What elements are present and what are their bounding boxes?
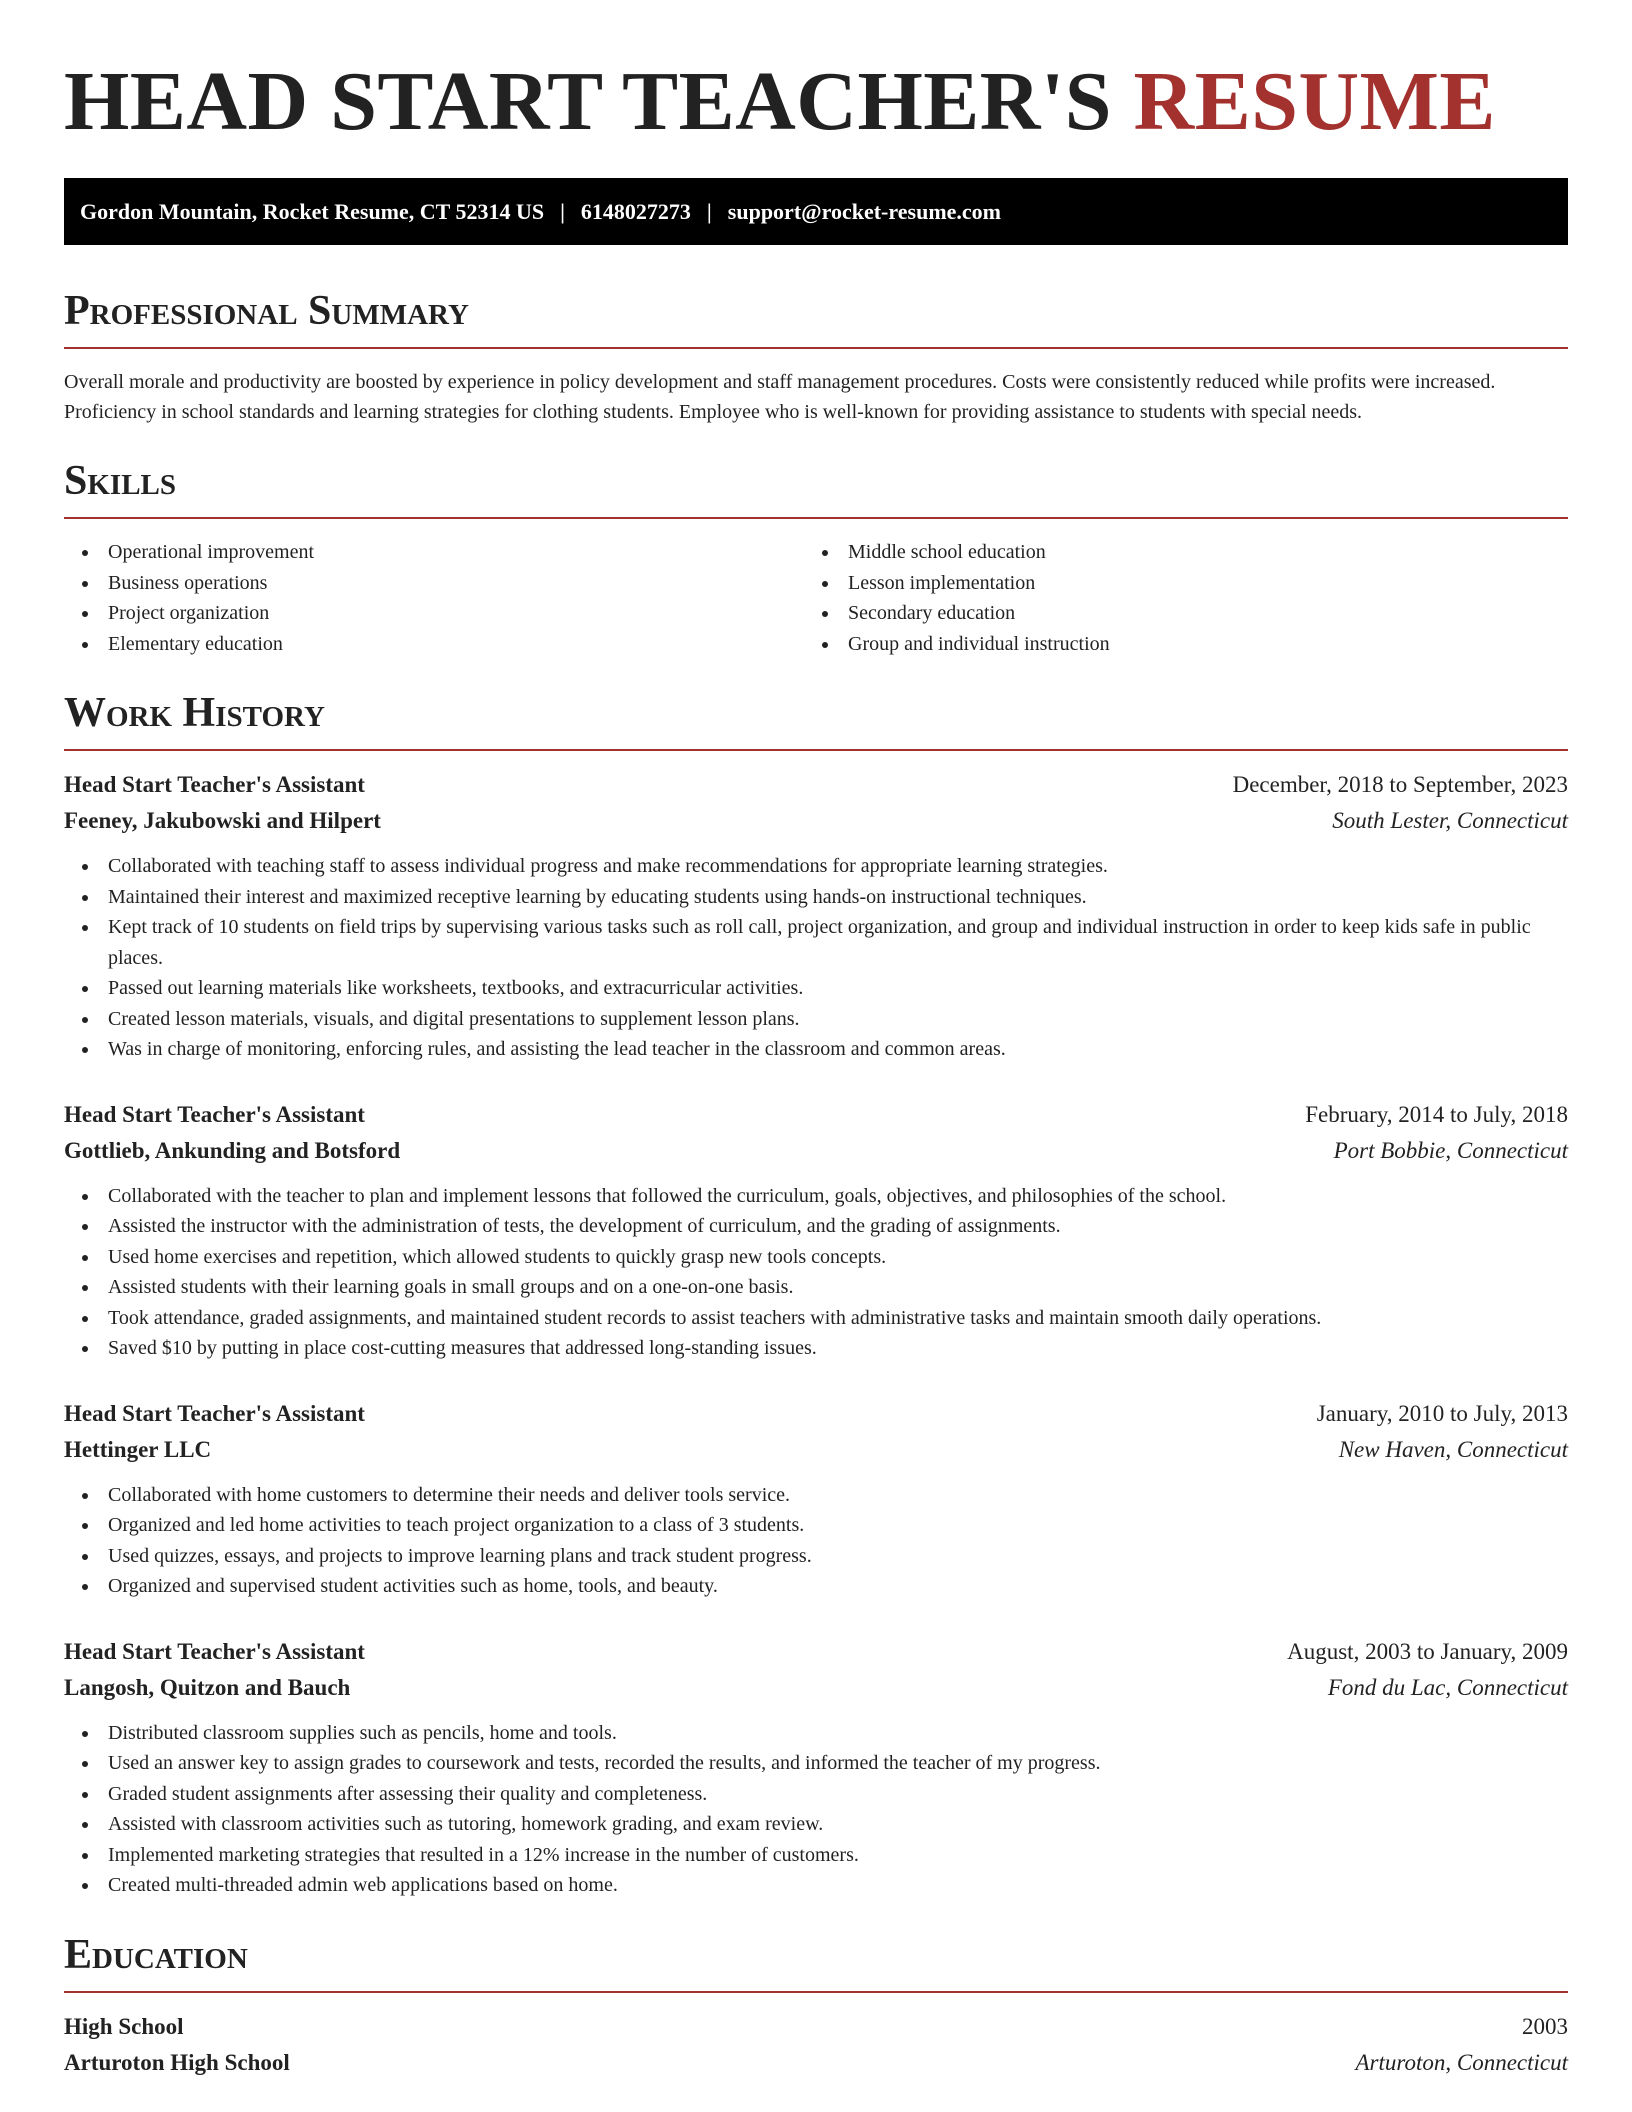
job-bullet: Kept track of 10 students on field trips by supervising various tasks such as roll call, project organization, and group and individual instruction in order to keep kids safe in public places. <box>64 912 1568 973</box>
job-location: New Haven, Connecticut <box>1338 1436 1568 1462</box>
job-title: Head Start Teacher's Assistant <box>64 1400 365 1426</box>
skills-section <box>64 455 1568 659</box>
job-bullets <box>64 1181 1568 1364</box>
job-dates: January, 2010 to July, 2013 <box>1316 1400 1568 1426</box>
job-dates: February, 2014 to July, 2018 <box>1305 1101 1568 1127</box>
job-title: Head Start Teacher's Assistant <box>64 1101 365 1127</box>
job-bullets <box>64 851 1568 1065</box>
job-bullet: Collaborated with the teacher to plan and implement lessons that followed the curriculum, goals, objectives, and philosophies of the school. <box>64 1181 1568 1212</box>
work-history-heading: Work History <box>64 690 325 736</box>
job-bullets <box>64 1480 1568 1602</box>
education-entry <box>64 2009 1568 2081</box>
job-bullet: Created multi-threaded admin web applications based on home. <box>64 1870 1568 1901</box>
contact-email: support@rocket-resume.com <box>727 198 1001 224</box>
skill-item: Business operations <box>64 568 804 599</box>
skills-list-right <box>804 537 1544 659</box>
summary-text: Overall morale and productivity are boosted by experience in policy development and staff management procedures. Costs were consistently reduced while profits were increased. Proficiency in school standards and learning strategies for clothing students. Employee who is well-known for providing assistance to students with special needs. <box>64 371 1496 423</box>
job-dates: December, 2018 to September, 2023 <box>1232 772 1568 797</box>
job-entry <box>64 1634 1568 1901</box>
skill-item: Middle school education <box>804 537 1544 568</box>
skills-list-left <box>64 537 804 659</box>
work-history-section <box>64 687 1568 1901</box>
contact-phone: 6148027273 <box>580 198 691 224</box>
job-bullet: Passed out learning materials like worksheets, textbooks, and extracurricular activities. <box>64 973 1568 1004</box>
section-divider <box>64 1991 1568 1993</box>
section-divider <box>64 347 1568 349</box>
summary-heading: Professional Summary <box>64 288 469 334</box>
contact-separator: | <box>560 198 565 224</box>
job-entry <box>64 767 1568 1065</box>
skill-item: Secondary education <box>804 598 1544 629</box>
section-divider <box>64 749 1568 751</box>
job-location: South Lester, Connecticut <box>1332 808 1568 833</box>
job-bullet: Assisted with classroom activities such as tutoring, homework grading, and exam review. <box>64 1809 1568 1840</box>
job-bullet: Collaborated with home customers to determine their needs and deliver tools service. <box>64 1480 1568 1511</box>
skill-item: Lesson implementation <box>804 568 1544 599</box>
job-title: Head Start Teacher's Assistant <box>64 772 365 797</box>
job-bullets <box>64 1718 1568 1901</box>
job-bullet: Distributed classroom supplies such as pencils, home and tools. <box>64 1718 1568 1749</box>
contact-bar <box>64 178 1568 245</box>
job-entry <box>64 1097 1568 1364</box>
job-company: Langosh, Quitzon and Bauch <box>64 1674 351 1700</box>
summary-section <box>64 285 1568 427</box>
job-location: Port Bobbie, Connecticut <box>1333 1137 1568 1163</box>
job-location: Fond du Lac, Connecticut <box>1327 1674 1568 1700</box>
job-bullet: Graded student assignments after assessing their quality and completeness. <box>64 1779 1568 1810</box>
section-divider <box>64 517 1568 519</box>
title-accent: RESUME <box>1133 55 1496 148</box>
job-bullet: Maintained their interest and maximized receptive learning by educating students using hands-on instructional techniques. <box>64 882 1568 913</box>
education-year: 2003 <box>1522 2013 1568 2039</box>
job-bullet: Organized and supervised student activities such as home, tools, and beauty. <box>64 1571 1568 1602</box>
contact-address: Gordon Mountain, Rocket Resume, CT 52314 US <box>80 198 545 224</box>
job-bullet: Took attendance, graded assignments, and maintained student records to assist teachers with administrative tasks and maintain smooth daily operations. <box>64 1303 1568 1334</box>
job-bullet: Collaborated with teaching staff to assess individual progress and make recommendations for appropriate learning strategies. <box>64 851 1568 882</box>
job-entry <box>64 1396 1568 1602</box>
education-heading: Education <box>64 1931 248 1978</box>
job-bullet: Created lesson materials, visuals, and digital presentations to supplement lesson plans. <box>64 1004 1568 1035</box>
skill-item: Operational improvement <box>64 537 804 568</box>
job-bullet: Used quizzes, essays, and projects to improve learning plans and track student progress. <box>64 1541 1568 1572</box>
job-title: Head Start Teacher's Assistant <box>64 1638 365 1664</box>
education-section <box>64 1929 1568 2081</box>
resume-title <box>64 52 1568 152</box>
job-dates: August, 2003 to January, 2009 <box>1287 1638 1568 1664</box>
contact-separator: | <box>706 198 712 224</box>
education-degree: High School <box>64 2013 184 2039</box>
skills-heading: Skills <box>64 458 177 504</box>
job-bullet: Assisted students with their learning goals in small groups and on a one-on-one basis. <box>64 1272 1568 1303</box>
education-location: Arturoton, Connecticut <box>1355 2049 1568 2075</box>
title-main: HEAD START TEACHER'S <box>64 55 1134 148</box>
job-bullet: Used home exercises and repetition, which allowed students to quickly grasp new tools concepts. <box>64 1242 1568 1273</box>
skill-item: Project organization <box>64 598 804 629</box>
skills-grid <box>64 537 1568 659</box>
job-company: Hettinger LLC <box>64 1436 212 1462</box>
job-bullet: Assisted the instructor with the administration of tests, the development of curriculum, and the grading of assignments. <box>64 1211 1568 1242</box>
education-school: Arturoton High School <box>64 2049 290 2075</box>
job-bullet: Organized and led home activities to teach project organization to a class of 3 students. <box>64 1510 1568 1541</box>
resume-page <box>64 0 1568 2081</box>
skill-item: Group and individual instruction <box>804 629 1544 660</box>
job-bullet: Was in charge of monitoring, enforcing rules, and assisting the lead teacher in the classroom and common areas. <box>64 1034 1568 1065</box>
job-company: Gottlieb, Ankunding and Botsford <box>64 1137 401 1163</box>
skill-item: Elementary education <box>64 629 804 660</box>
job-bullet: Saved $10 by putting in place cost-cutting measures that addressed long-standing issues. <box>64 1333 1568 1364</box>
job-bullet: Implemented marketing strategies that resulted in a 12% increase in the number of customers. <box>64 1840 1568 1871</box>
job-company: Feeney, Jakubowski and Hilpert <box>64 808 381 833</box>
job-bullet: Used an answer key to assign grades to coursework and tests, recorded the results, and informed the teacher of my progress. <box>64 1748 1568 1779</box>
